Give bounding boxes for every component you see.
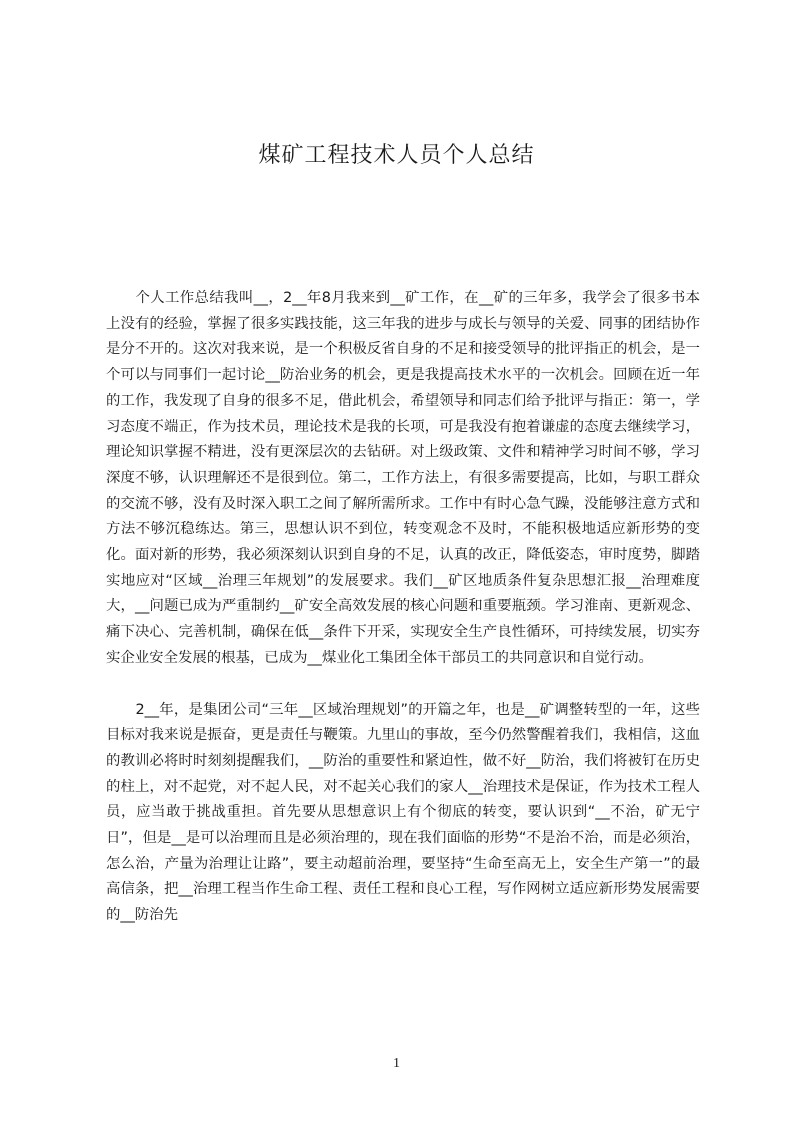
body-paragraph: 2__年，是集团公司“三年__区域治理规划”的开篇之年，也是__矿调整转型的一年，这些目标对我来说是振奋，更是责任与鞭策。九里山的事故，至今仍然警醒着我们，我相信，这血的教训必将时时刻刻提醒我们，__防治的重要性和紧迫性，做不好__防治，我们将被钉在历史的柱上，对不起党，对不起人民，对不起关心我们的家人__治理技术是保证，作为技术工程人员，应当敢于挑战重担。首先要从思想意识上有个彻底的转变，要认识到“__不治，矿无宁日”，但是__是可以治理而且是必须治理的，现在我们面临的形势“不是治不治，而是必须治，怎么治，产量为治理让让路”，要主动超前治理，要坚持“生命至高无上，安全生产第一”的最高信条，把__治理工程当作生命工程、责任工程和良心工程，写作网树立适应新形势发展需要的__防治先 — [106, 701, 700, 924]
document-title: 煤矿工程技术人员个人总结 — [258, 143, 535, 168]
document-body — [106, 286, 700, 929]
body-paragraph: 个人工作总结我叫__，2__年8月我来到__矿工作，在__矿的三年多，我学会了很多书本上没有的经验，掌握了很多实践技能，这三年我的进步与成长与领导的关爱、同事的团结协作是分不开的。这次对我来说，是一个积极反省自身的不足和接受领导的批评指正的机会，是一个可以与同事们一起讨论__防治业务的机会，更是我提高技术水平的一次机会。回顾在近一年的工作，我发现了自身的很多不足，借此机会，希望领导和同志们给予批评与指正：第一，学习态度不端正，作为技术员，理论技术是我的长项，可是我没有抱着谦虚的态度去继续学习，理论知识掌握不精进，没有更深层次的去钻研。对上级政策、文件和精神学习时间不够，学习深度不够，认识理解还不是很到位。第二，工作方法上，有很多需要提高，比如，与职工群众的交流不够，没有及时深入职工之间了解所需所求。工作中有时心急气躁，没能够注意方式和方法不够沉稳练达。第三，思想认识不到位，转变观念不及时，不能积极地适应新形势的变化。面对新的形势，我必须深刻认识到自身的不足，认真的改正，降低姿态，审时度势，脚踏实地应对“区域__治理三年规划”的发展要求。我们__矿区地质条件复杂思想汇报__治理难度大，__问题已成为严重制约__矿安全高效发展的核心问题和重要瓶颈。学习淮南、更新观念、痛下决心、完善机制，确保在低__条件下开采，实现安全生产良性循环，可持续发展，切实夯实企业安全发展的根基，已成为__煤业化工集团全体干部员工的共同意识和自觉行动。 — [106, 290, 700, 666]
page-number: 1 — [393, 1056, 400, 1071]
